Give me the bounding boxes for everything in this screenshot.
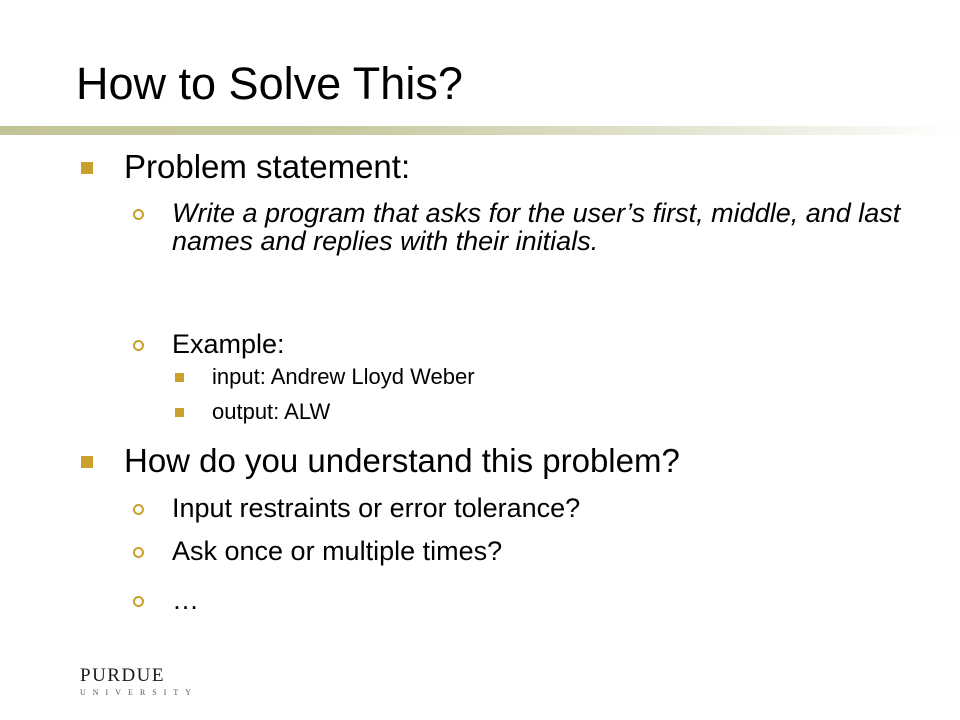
sub-bullet-marker — [133, 547, 144, 558]
example-input: input: Andrew Lloyd Weber — [212, 364, 475, 389]
sub-sub-bullet-marker — [175, 408, 184, 417]
sub-bullet-problem-description: Write a program that asks for the user’s first, middle, and last names and replies with their initials. — [172, 198, 901, 256]
bullet-problem-statement: Problem statement: — [124, 148, 411, 185]
logo-subtitle: UNIVERSITY — [80, 688, 198, 697]
sub-bullet-marker — [133, 596, 144, 607]
sub-bullet-input-restraints: Input restraints or error tolerance? — [172, 493, 581, 523]
sub-bullet-example: Example: — [172, 329, 285, 359]
slide-title: How to Solve This? — [76, 58, 463, 109]
title-underline-bar — [0, 126, 960, 135]
sub-bullet-marker — [133, 340, 144, 351]
sub-bullet-marker — [133, 209, 144, 220]
bullet-marker — [81, 162, 93, 174]
example-output: output: ALW — [212, 399, 331, 424]
sub-bullet-ask-once: Ask once or multiple times? — [172, 536, 503, 566]
sub-bullet-marker — [133, 504, 144, 515]
bullet-marker — [81, 456, 93, 468]
sub-bullet-ellipsis: … — [172, 585, 199, 615]
purdue-logo — [80, 666, 198, 698]
sub-sub-bullet-marker — [175, 373, 184, 382]
bullet-understand-problem: How do you understand this problem? — [124, 442, 680, 479]
logo-name: PURDUE — [80, 665, 166, 686]
